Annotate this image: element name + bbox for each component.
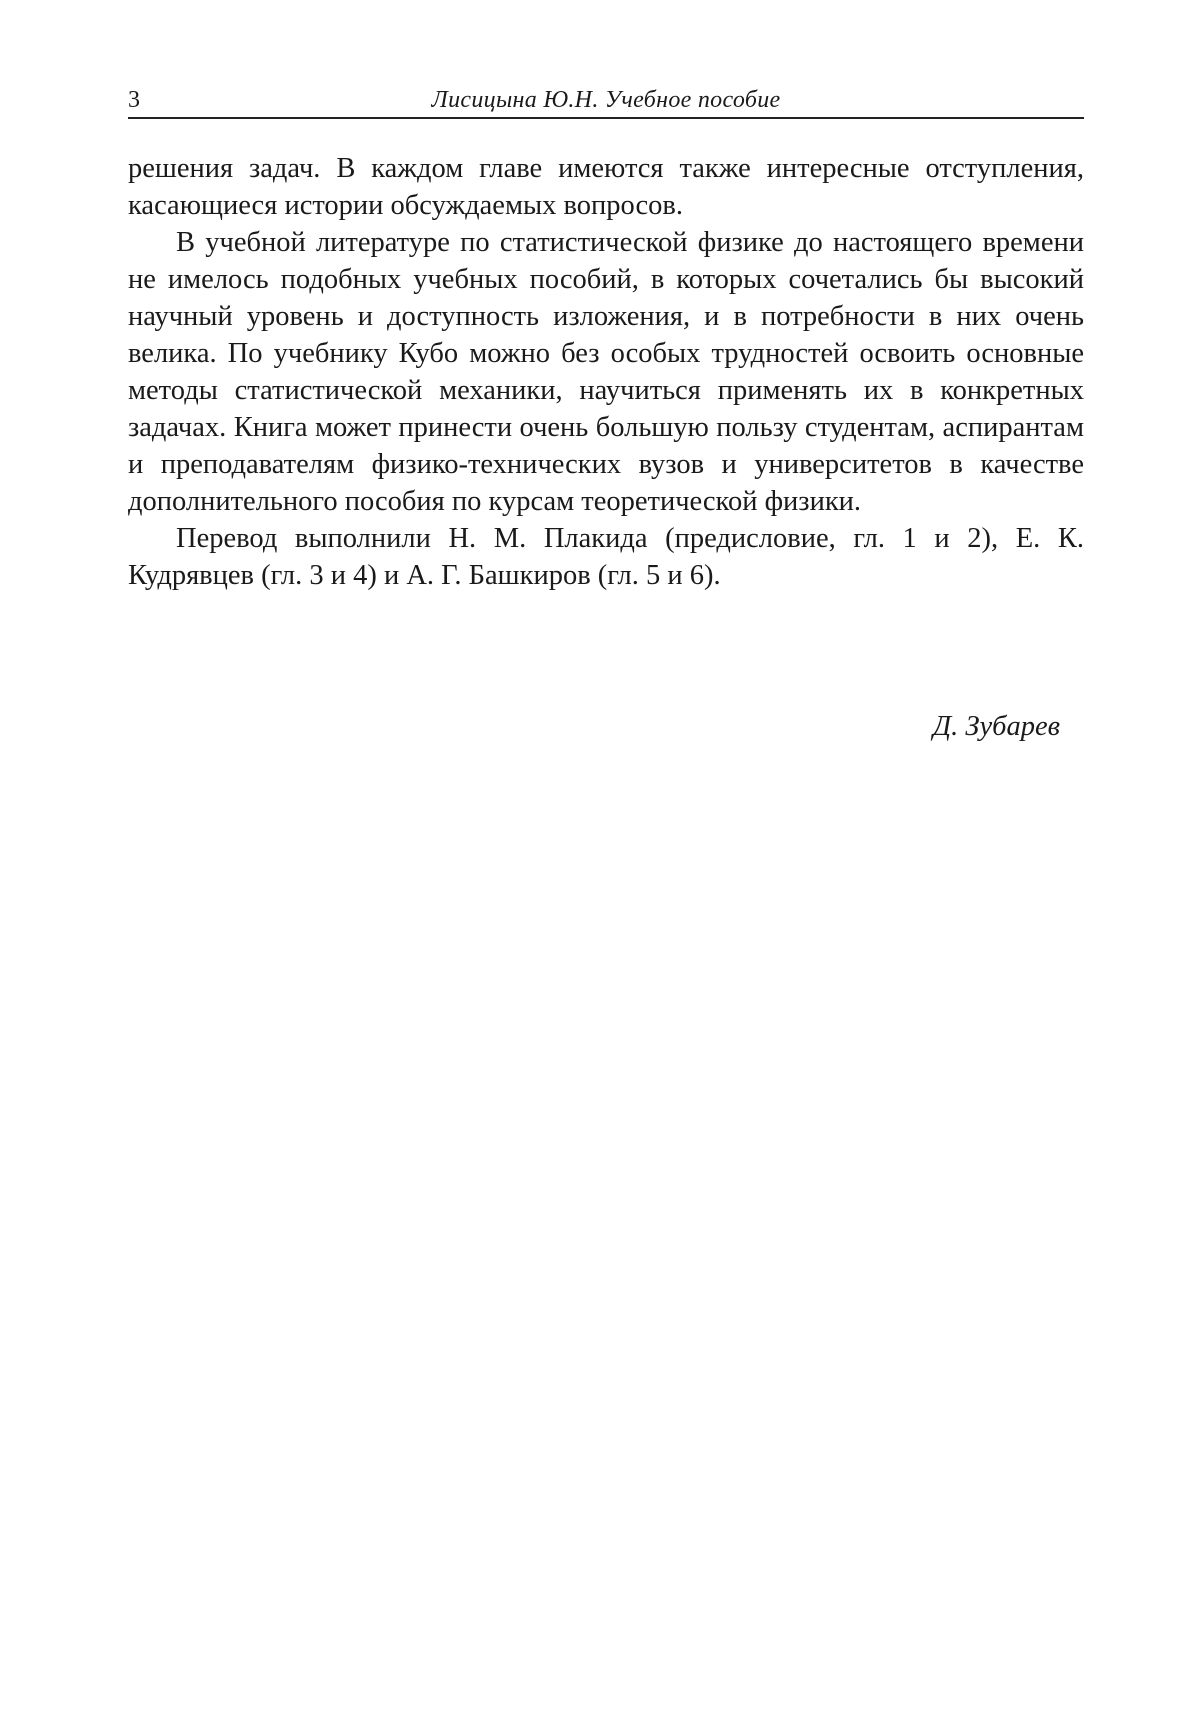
page-number: 3 — [128, 87, 140, 113]
body-text — [128, 150, 1084, 594]
header-rule — [128, 117, 1084, 119]
running-header — [128, 86, 1084, 120]
running-title: Лисицына Ю.Н. Учебное пособие — [431, 87, 781, 113]
signature: Д. Зубарев — [933, 711, 1060, 742]
paragraph-continued: решения задач. В каждом главе имеются также интересные отступления, касающиеся истории обсуждаемых вопросов. — [128, 153, 1084, 221]
paragraph: В учебной литературе по статистической физике до настоящего времени не имелось подобных учебных пособий, в которых сочетались бы высокий научный уровень и доступность изложения, и в потребности в них очень велика. По учебнику Кубо можно без особых трудностей освоить основные методы статистической механики, научиться применять их в конкретных задачах. Книга может принести очень большую пользу студентам, аспирантам и преподавателям физико-технических вузов и университетов в качестве дополнительного пособия по курсам теоретической физики. — [128, 227, 1084, 517]
paragraph-translators: Перевод выполнили Н. М. Плакида (предисловие, гл. 1 и 2), Е. К. Кудрявцев (гл. 3 и 4) и А. Г. Башкиров (гл. 5 и 6). — [128, 523, 1084, 591]
